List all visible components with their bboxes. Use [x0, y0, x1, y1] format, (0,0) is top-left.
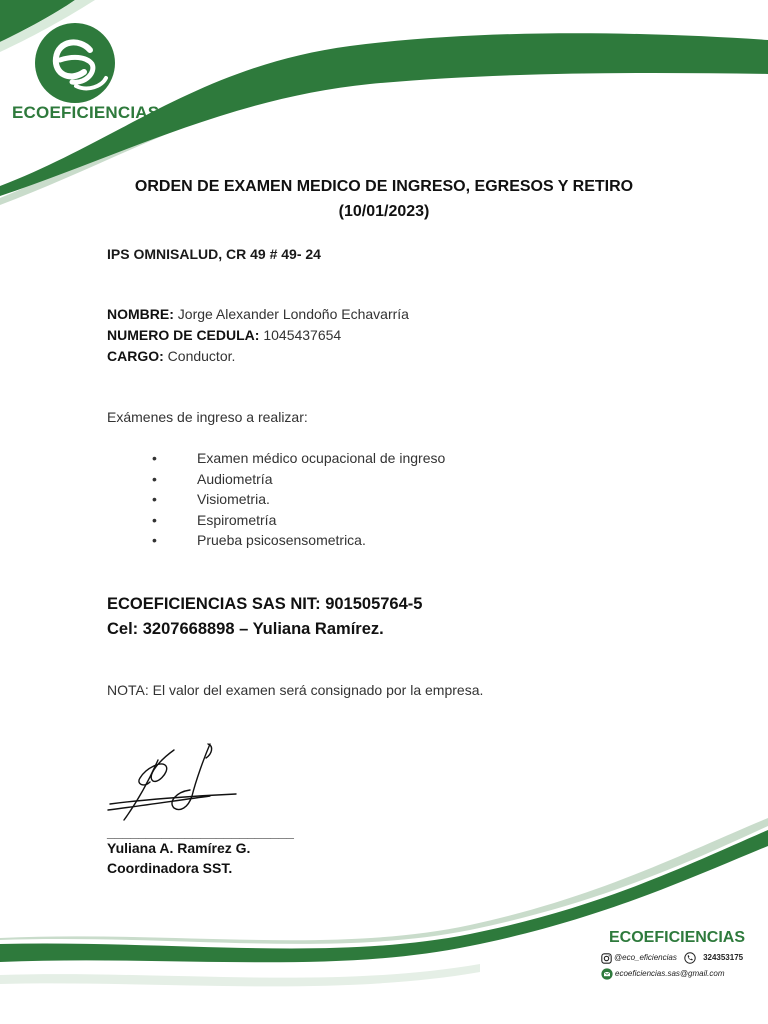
employee-role-label: CARGO: — [107, 348, 164, 364]
phone-number: 324353175 — [703, 953, 744, 963]
payment-note: NOTA: El valor del examen será consignado por la empresa. — [107, 682, 484, 698]
phone-icon — [684, 952, 696, 964]
instagram-icon — [601, 953, 612, 964]
employee-id-label: NUMERO DE CEDULA: — [107, 327, 260, 343]
employee-role-value: Conductor. — [163, 348, 236, 364]
bullet-icon: • — [152, 511, 157, 528]
email-address: ecoeficiencias.sas@gmail.com — [615, 969, 725, 979]
signer-role: Coordinadora SST. — [107, 860, 233, 876]
bullet-icon: • — [152, 532, 157, 548]
footer-email-row — [601, 968, 725, 980]
employee-name-field — [107, 306, 409, 322]
footer-brand: ECOEFICIENCIAS — [609, 929, 746, 946]
company-nit: ECOEFICIENCIAS SAS NIT: 901505764-5 — [107, 595, 423, 613]
logo-wordmark: ECOEFICIENCIAS — [12, 103, 160, 122]
exams-intro: Exámenes de ingreso a realizar: — [107, 409, 308, 425]
instagram-handle: @eco_eficiencias — [614, 953, 677, 963]
bullet-icon: • — [152, 491, 157, 507]
employee-id-value: 1045437654 — [259, 327, 342, 343]
ecoeficiencias-logo-icon — [32, 20, 118, 106]
exam-item-label: Prueba psicosensometrica. — [197, 532, 366, 548]
exam-item-label: Visiometria. — [197, 491, 270, 507]
exam-item-label: Audiometría — [197, 470, 273, 487]
email-icon — [601, 968, 613, 980]
document-date: (10/01/2023) — [338, 203, 430, 220]
handwritten-signature — [100, 738, 250, 828]
employee-name-value: Jorge Alexander Londoño Echavarría — [173, 306, 409, 322]
bullet-icon: • — [152, 470, 157, 487]
exam-item-label: Examen médico ocupacional de ingreso — [197, 450, 446, 466]
bullet-icon: • — [152, 450, 157, 466]
employee-role-field — [107, 348, 235, 364]
ips-address: IPS OMNISALUD, CR 49 # 49- 24 — [107, 246, 321, 262]
signature-line: ________________________ — [107, 824, 294, 840]
exam-item-label: Espirometría — [197, 511, 277, 528]
company-contact: Cel: 3207668898 – Yuliana Ramírez. — [107, 620, 384, 638]
employee-name-label: NOMBRE: — [107, 306, 174, 322]
employee-id-field — [107, 327, 341, 343]
signer-name: Yuliana A. Ramírez G. — [107, 840, 251, 856]
document-title: ORDEN DE EXAMEN MEDICO DE INGRESO, EGRESOS Y RETIRO — [134, 178, 634, 195]
footer-social-row — [601, 952, 743, 964]
